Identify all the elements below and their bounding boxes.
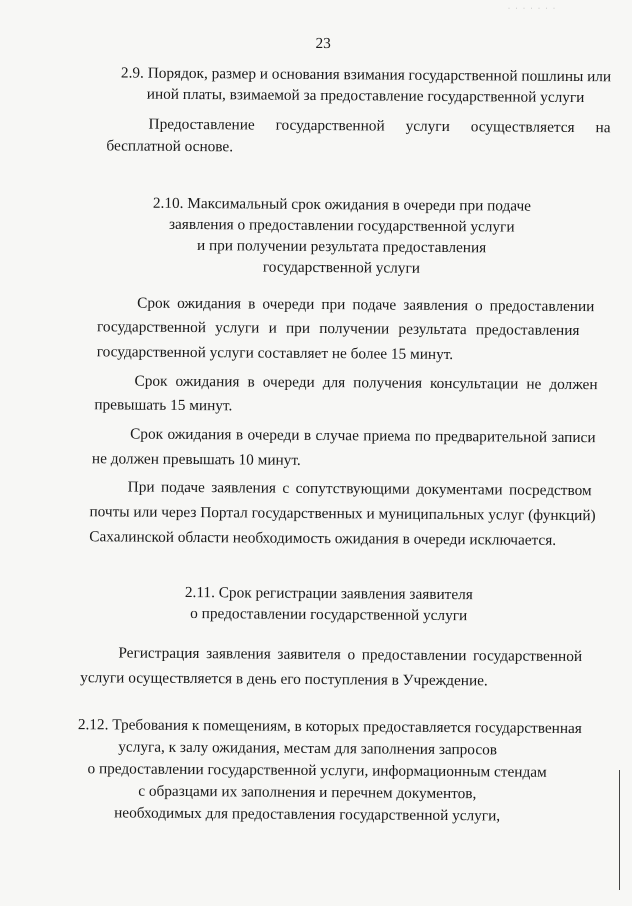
section-2-10-heading-line-3: и при получении результата предоставления <box>196 237 487 257</box>
section-2-9-heading-line-2: иной платы, взимаемой за предоставление государственной услуги <box>146 85 585 107</box>
scan-dots: · · · · · · · <box>508 6 557 12</box>
section-2-10-p1-line-3: государственной услуги составляет не более 15 минут. <box>96 343 454 364</box>
section-2-9-heading-line-1: 2.9. Порядок, размер и основания взимания государственной пошлины или <box>120 64 612 86</box>
word: услуги <box>405 117 450 136</box>
section-2-10-p2-line-1: Срок ожидания в очереди для получения консультации не должен <box>134 372 598 394</box>
section-2-10-p1-line-1: Срок ожидания в очереди при подаче заявления о предоставлении <box>137 294 595 316</box>
word: на <box>595 119 611 137</box>
section-2-10-heading-line-2: заявления о предоставлении государственной услуги <box>168 215 515 236</box>
section-2-12-heading-line-5: необходимых для предоставления государственной услуги, <box>114 804 501 825</box>
section-2-12-heading-line-2: услуга, к залу ожидания, местам для заполнения запросов <box>118 738 498 759</box>
word: государственной <box>275 116 385 135</box>
section-2-12-heading-line-1: 2.12. Требования к помещениям, в которых предоставляется государственная <box>77 716 582 738</box>
word: осуществляется <box>470 118 575 137</box>
section-2-11-p1-line-1: Регистрация заявления заявителя о предоставлении государственной <box>118 644 583 666</box>
section-2-10-heading-line-4: государственной услуги <box>262 258 421 277</box>
scan-edge-line <box>619 770 620 890</box>
section-2-9-paragraph-line-2: бесплатной основе. <box>106 137 234 156</box>
section-2-11-heading-line-1: 2.11. Срок регистрации заявления заявителя <box>184 583 473 604</box>
section-2-10-p4-line-2: почты или через Портал государственных и муниципальных услуг (функций) <box>89 503 596 525</box>
section-2-10-p2-line-2: превышать 15 минут. <box>94 396 233 415</box>
section-2-10-p1-line-2: государственной услуги и при получении результата предоставления <box>96 318 580 340</box>
section-2-11-heading-line-2: о предоставлении государственной услуги <box>190 605 468 625</box>
section-2-12-heading-line-4: с образцами их заполнения и перечнем документов, <box>138 782 477 803</box>
section-2-11-p1-line-2: услуги осуществляется в день его поступления в Учреждение. <box>80 669 488 690</box>
section-2-10-p4-line-3: Сахалинской области необходимость ожидания в очереди исключается. <box>89 528 557 549</box>
section-2-10-p3-line-2: не должен превышать 10 минут. <box>91 450 301 469</box>
section-2-10-p3-line-1: Срок ожидания в очереди в случае приема по предварительной записи <box>130 425 596 447</box>
page-number: 23 <box>315 34 331 53</box>
section-2-10-heading-line-1: 2.10. Максимальный срок ожидания в очереди при подаче <box>152 194 532 215</box>
section-2-10-p4-line-1: При подаче заявления с сопутствующими документами посредством <box>127 478 592 500</box>
section-2-12-heading-line-3: о предоставлении государственной услуги, информационным стендам <box>87 760 547 781</box>
section-2-9-paragraph-line-1 <box>148 116 610 138</box>
word: Предоставление <box>148 115 255 134</box>
